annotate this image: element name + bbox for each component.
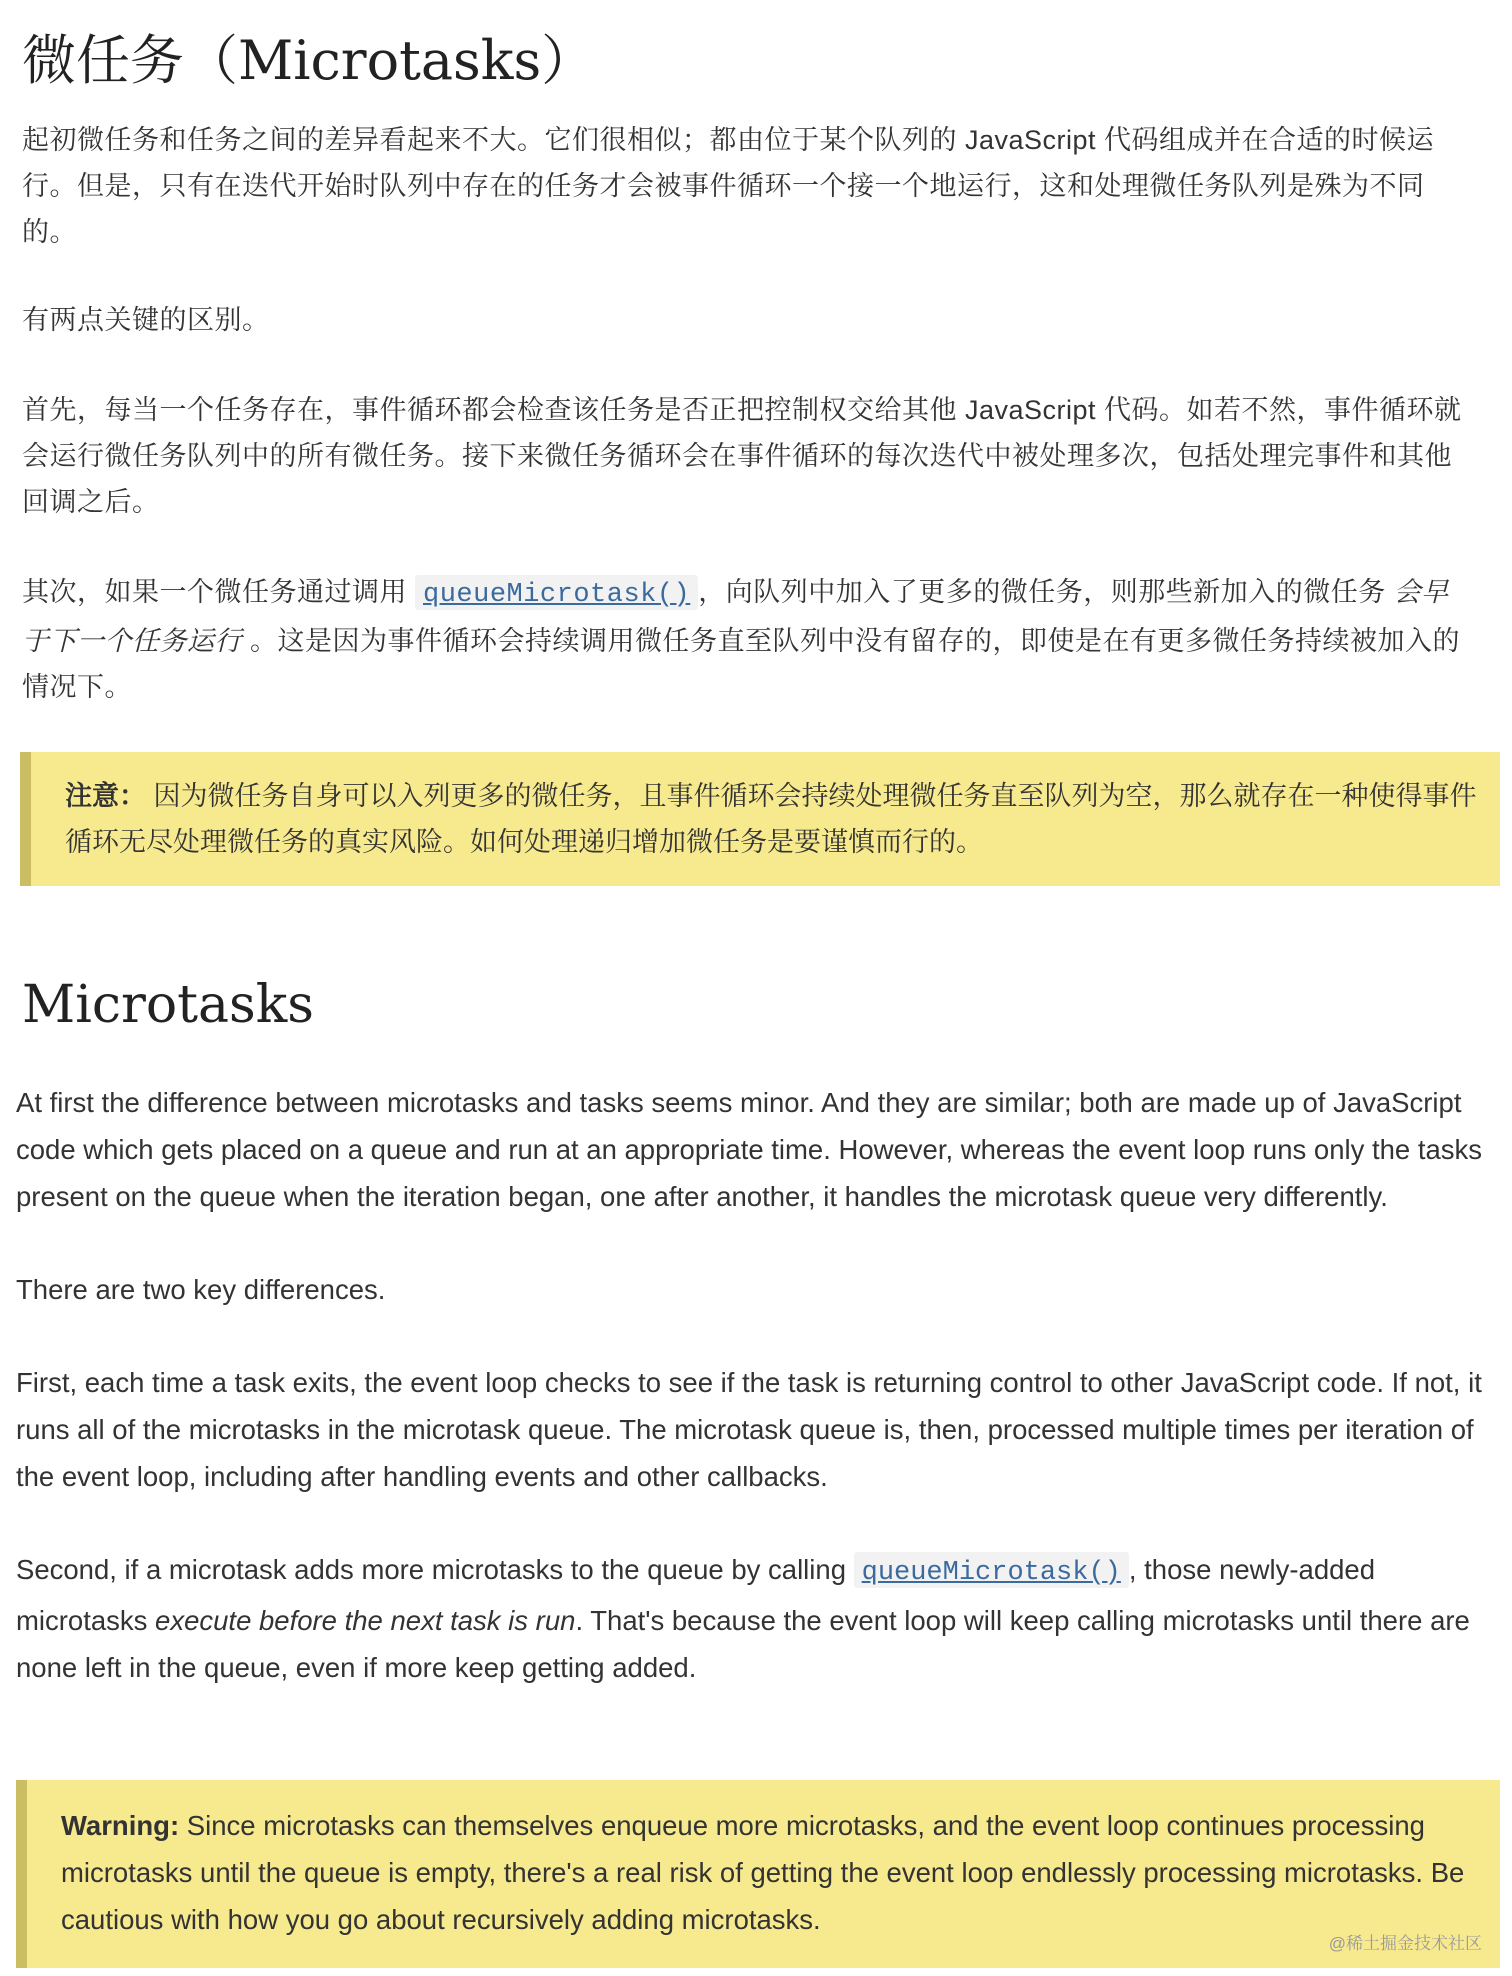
text: 。这是因为事件循环会持续调用微任务直至队列中没有留存的，即使是在有更多微任务持续被加入的情况下。 (22, 626, 1460, 702)
zh-paragraph-4 (22, 569, 1462, 710)
en-section-title: Microtasks (22, 975, 314, 1035)
en-paragraph-1: At first the difference between microtasks and tasks seems minor. And they are similar; both are made up of JavaScript code which gets placed on a queue and run at an appropriate time. However, whereas the event loop runs only the tasks present on the queue when the iteration began, one after another, it handles the microtask queue very differently. (16, 1087, 1483, 1212)
emphasis: 会早于下一个任务运行 (22, 577, 1449, 656)
text: Second, if a microtask adds more microtasks to the queue by calling (16, 1554, 854, 1585)
queue-microtask-link[interactable]: queueMicrotask() (861, 1558, 1121, 1588)
en-paragraph-4 (16, 1546, 1486, 1691)
zh-page-title: 微任务（Microtasks） (22, 29, 596, 92)
zh-note-text (65, 773, 1480, 865)
en-paragraph-2: There are two key differences. (16, 1274, 386, 1305)
text: Since microtasks can themselves enqueue more microtasks, and the event loop continues processing microtasks until the queue is empty, there's a real risk of getting the event loop endlessly processing microtasks. Be cautious with how you go about recursively adding microtasks. (61, 1810, 1465, 1935)
code-link[interactable] (415, 575, 698, 610)
queue-microtask-link[interactable]: queueMicrotask() (423, 580, 691, 610)
warning-label: Warning: (61, 1810, 180, 1841)
text: 因为微任务自身可以入列更多的微任务，且事件循环会持续处理微任务直至队列为空，那么就存在一种使得事件循环无尽处理微任务的真实风险。如何处理递归增加微任务是要谨慎而行的。 (65, 781, 1477, 857)
zh-note-box (20, 752, 1500, 886)
en-warning-text (61, 1802, 1470, 1943)
en-section (16, 1079, 1486, 1691)
en-paragraph-3: First, each time a task exits, the event loop checks to see if the task is returning control to other JavaScript code. If not, it runs all of the microtasks in the microtask queue. The microtask queue is, then, processed multiple times per iteration of the event loop, including after handling events and other callbacks. (16, 1367, 1482, 1492)
note-label: 注意： (65, 781, 146, 811)
text: . That's because the event loop will keep calling microtasks until there are none left in the queue, even if more keep getting added. (16, 1605, 1470, 1683)
watermark: @稀土掘金技术社区 (1328, 1934, 1482, 1953)
emphasis: execute before the next task is run (155, 1605, 576, 1636)
zh-paragraph-2: 有两点关键的区别。 (22, 305, 270, 335)
zh-section (22, 117, 1462, 710)
zh-paragraph-3: 首先，每当一个任务存在，事件循环都会检查该任务是否正把控制权交给其他 JavaScript 代码。如若不然，事件循环就会运行微任务队列中的所有微任务。接下来微任务循环会在事件循环的每次迭代中被处理多次，包括处理完事件和其他回调之后。 (22, 395, 1462, 517)
text: 其次，如果一个微任务通过调用 (22, 577, 416, 607)
zh-paragraph-1: 起初微任务和任务之间的差异看起来不大。它们很相似；都由位于某个队列的 JavaScript 代码组成并在合适的时候运行。但是，只有在迭代开始时队列中存在的任务才会被事件循环一个接一个地运行，这和处理微任务队列是殊为不同的。 (22, 125, 1435, 247)
text: ，向队列中加入了更多的微任务，则那些新加入的微任务 (698, 577, 1394, 607)
code-link[interactable] (854, 1552, 1129, 1588)
en-warning-box (16, 1780, 1500, 1968)
text: , those newly-added microtasks (16, 1554, 1376, 1636)
